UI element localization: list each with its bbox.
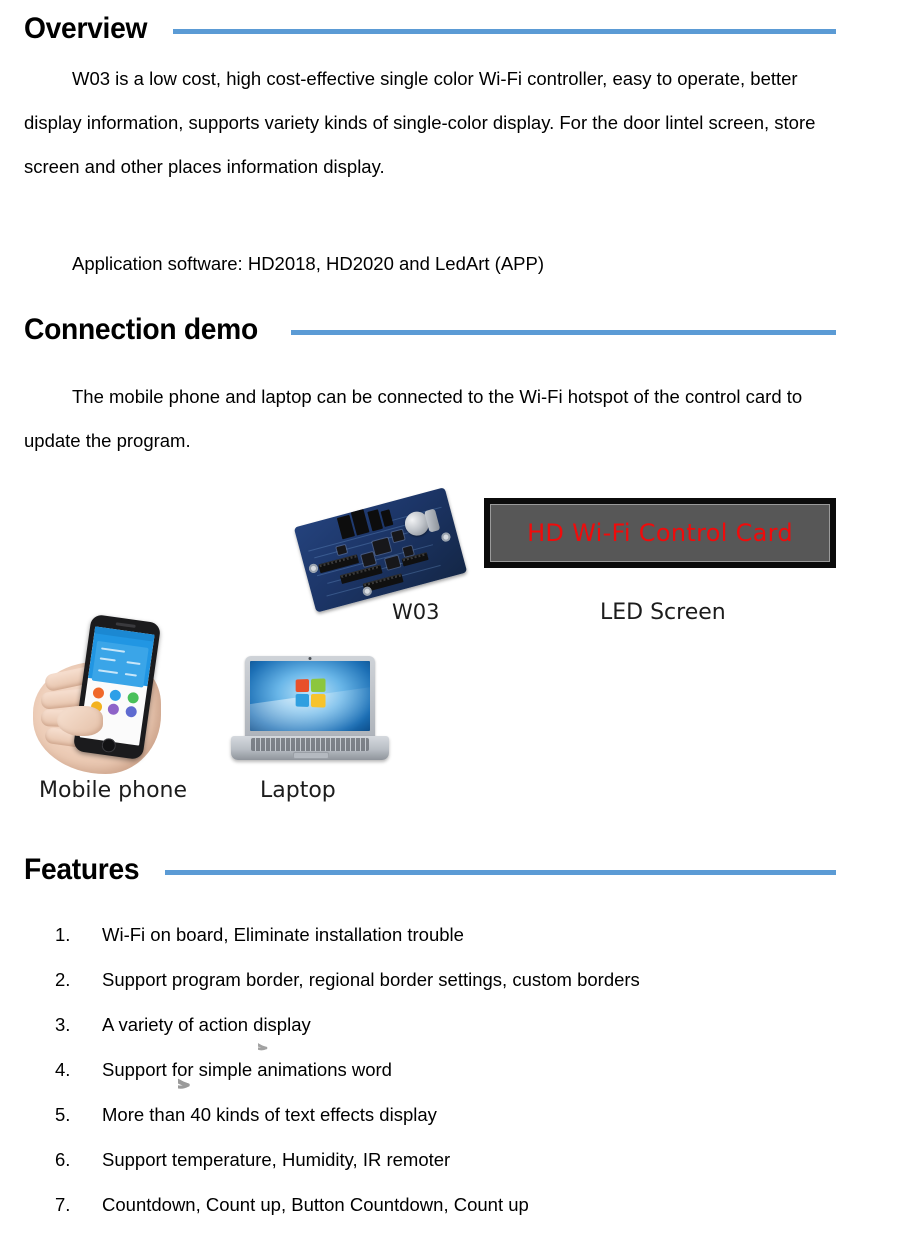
laptop-caption: Laptop [260, 778, 336, 803]
laptop-base [231, 736, 389, 760]
heading-rule [291, 330, 836, 335]
connection-paragraph [24, 375, 836, 463]
ic-chip [391, 530, 404, 543]
heading-rule [173, 29, 836, 34]
list-item-number: 4. [55, 1059, 71, 1080]
list-item-number: 5. [55, 1104, 71, 1125]
app-header-area [88, 626, 155, 685]
list-item-label: A variety of action display [102, 1014, 311, 1035]
webcam-icon [309, 657, 312, 660]
list-item-label: More than 40 kinds of text effects display [102, 1104, 437, 1125]
led-screen-text: HD Wi-Fi Control Card [527, 519, 793, 547]
overview-paragraph-text: W03 is a low cost, high cost-effective single color Wi-Fi controller, easy to operate, better display information, supports variety kinds of single-color display. For the door lintel screen, store screen and other places information display. [24, 68, 816, 177]
connection-paragraph-text: The mobile phone and laptop can be connected to the Wi-Fi hotspot of the control card to update the program. [24, 386, 803, 451]
thumb [57, 706, 103, 736]
app-icon [92, 686, 104, 698]
section-heading-connection-demo [24, 315, 836, 345]
led-screen-caption: LED Screen [600, 600, 726, 625]
application-software-paragraph [24, 242, 836, 286]
pcb-block [381, 509, 394, 527]
list-item-number: 7. [55, 1194, 71, 1215]
laptop-lid [245, 656, 375, 738]
mounting-hole [440, 532, 451, 543]
application-software-text: Application software: HD2018, HD2020 and LedArt (APP) [72, 253, 545, 274]
app-icon [127, 691, 139, 703]
list-item-number: 6. [55, 1149, 71, 1170]
section-heading-overview [24, 14, 836, 44]
led-screen-panel [484, 498, 836, 568]
laptop-keyboard [251, 738, 369, 751]
app-icon [125, 705, 137, 717]
mobile-phone-caption: Mobile phone [39, 778, 188, 803]
list-item [55, 1137, 855, 1182]
list-item-label: Support program border, regional border settings, custom borders [102, 969, 640, 990]
list-item [55, 1092, 855, 1137]
list-item-label: Support for simple animations word [102, 1059, 392, 1080]
connection-demo-illustration [0, 470, 900, 830]
ic-chip [336, 545, 347, 555]
list-item-number: 1. [55, 924, 71, 945]
w03-controller-board-image [286, 473, 473, 624]
controller-caption: W03 [392, 600, 440, 624]
ic-chip [361, 552, 376, 567]
section-title-features: Features [24, 853, 140, 886]
laptop-trackpad [293, 752, 329, 759]
app-icon [108, 703, 120, 715]
laptop-image [231, 656, 389, 764]
list-item [55, 957, 855, 1002]
ic-chip [372, 538, 391, 556]
earpiece-speaker [116, 622, 136, 627]
section-title-connection-demo: Connection demo [24, 313, 258, 346]
laptop-screen [250, 661, 370, 731]
windows-logo-icon [296, 679, 326, 708]
page-title: Overview [24, 12, 148, 45]
list-item-number: 2. [55, 969, 71, 990]
list-item-number: 3. [55, 1014, 71, 1035]
list-item [55, 1047, 855, 1092]
heading-rule [165, 870, 836, 875]
ic-chip [385, 556, 400, 570]
pcb-substrate [294, 487, 467, 612]
app-status-bar [94, 626, 154, 641]
list-item-label: Countdown, Count up, Button Countdown, Count up [102, 1194, 529, 1215]
mobile-phone-image [33, 618, 208, 778]
list-item [55, 1002, 855, 1047]
list-item-label: Wi-Fi on board, Eliminate installation trouble [102, 924, 464, 945]
overview-paragraph [24, 57, 836, 189]
list-item-label: Support temperature, Humidity, IR remoter [102, 1149, 451, 1170]
features-list [55, 912, 855, 1227]
section-heading-features [24, 855, 836, 885]
list-item [55, 912, 855, 957]
app-icon [110, 689, 122, 701]
led-screen-surface [490, 504, 830, 562]
list-item [55, 1182, 855, 1227]
